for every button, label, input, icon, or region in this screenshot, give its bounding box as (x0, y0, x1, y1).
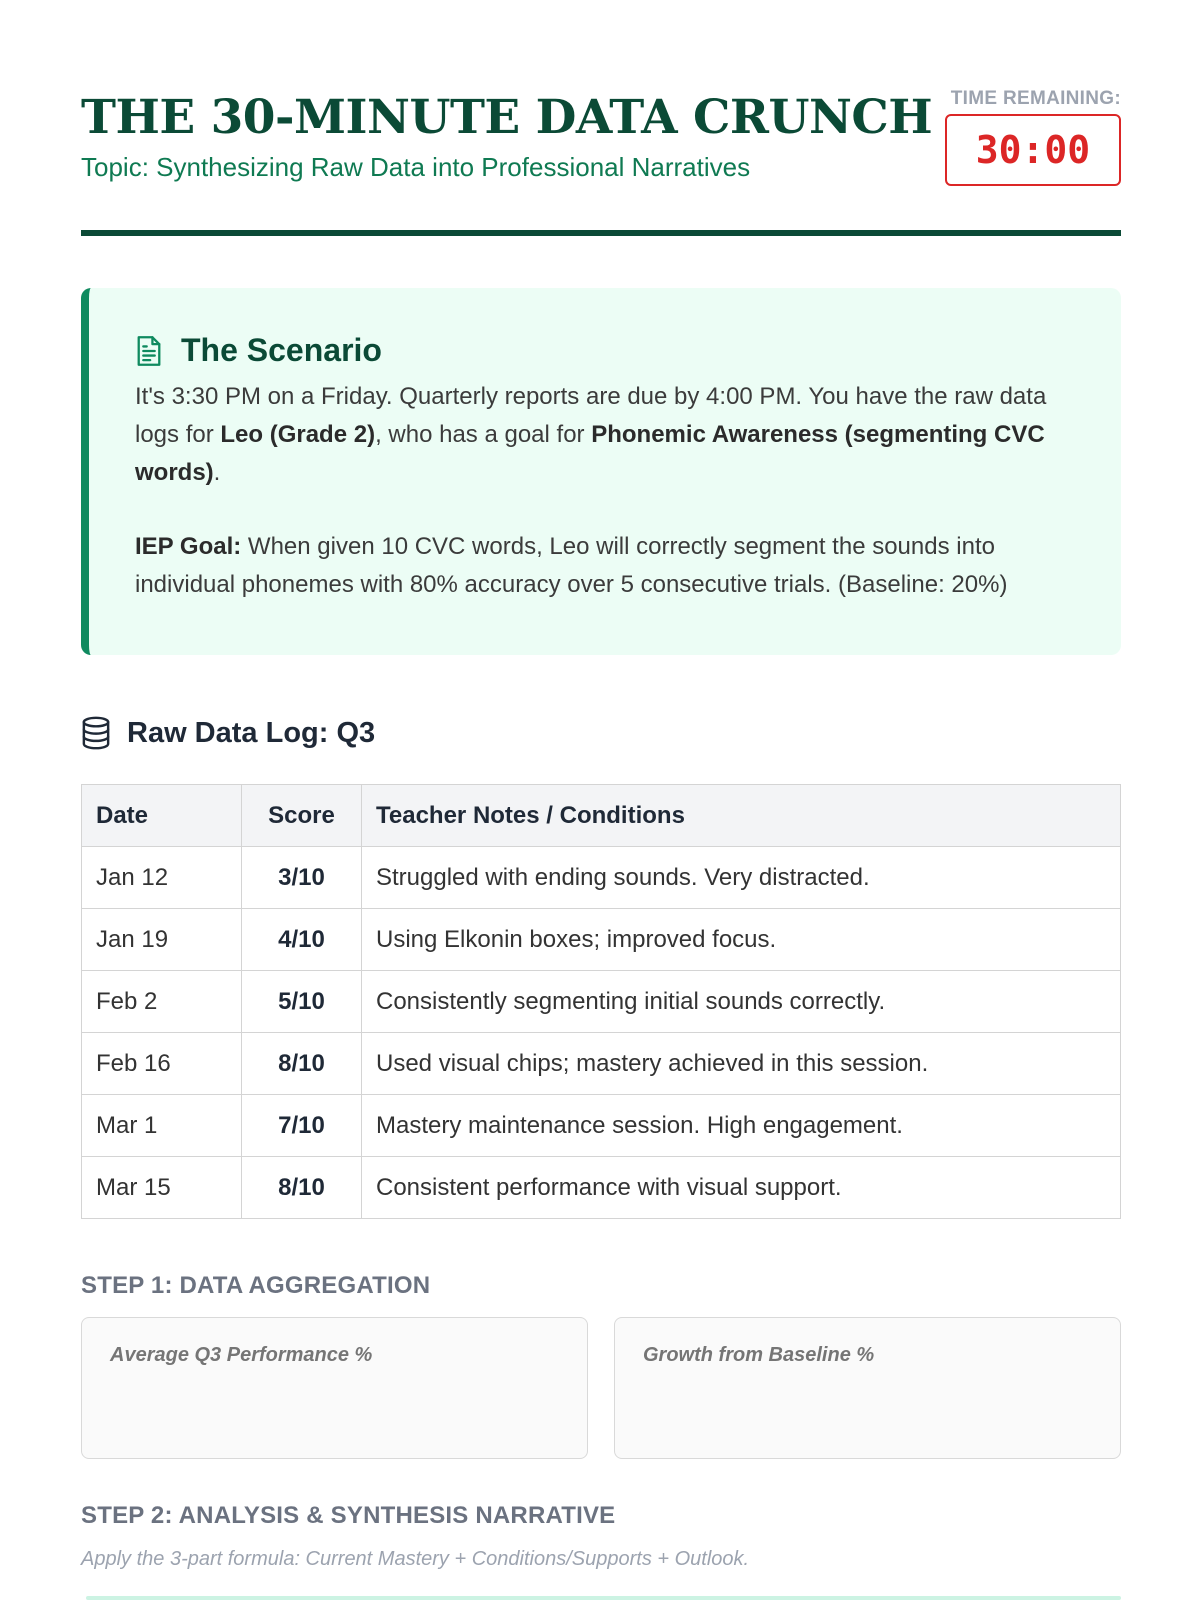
table-row (82, 1033, 1121, 1095)
cell-score: 8/10 (242, 1157, 362, 1219)
cell-date: Jan 12 (82, 847, 242, 909)
cell-score: 4/10 (242, 909, 362, 971)
page-subtitle: Topic: Synthesizing Raw Data into Professional Narratives (81, 152, 751, 182)
cell-note: Mastery maintenance session. High engagement. (362, 1095, 1121, 1157)
cell-score: 3/10 (242, 847, 362, 909)
scenario-description (135, 378, 1085, 492)
page-title: THE 30-MINUTE DATA CRUNCH (81, 90, 933, 145)
step2-label: STEP 2: ANALYSIS & SYNTHESIS NARRATIVE (81, 1502, 616, 1529)
table-row (82, 971, 1121, 1033)
column-header-date: Date (82, 785, 242, 847)
cell-note: Struggled with ending sounds. Very distracted. (362, 847, 1121, 909)
scenario-text: It's 3:30 PM on a Friday. Quarterly reports are due by 4:00 PM. You have the raw data logs for (135, 383, 1047, 448)
data-log-heading (81, 716, 375, 750)
countdown-timer: 30:00 (945, 114, 1121, 186)
table-header-row (82, 785, 1121, 847)
average-performance-input[interactable] (81, 1317, 588, 1459)
scenario-heading (135, 332, 382, 369)
step2-hint: Apply the 3-part formula: Current Mastery + Conditions/Supports + Outlook. (81, 1548, 750, 1570)
iep-goal-text: When given 10 CVC words, Leo will correctly segment the sounds into individual phonemes with 80% accuracy over 5 consecutive trials. (Baseline: 20%) (135, 533, 1008, 598)
cell-date: Feb 2 (82, 971, 242, 1033)
scenario-card (81, 288, 1121, 655)
timer-label: TIME REMAINING: (950, 88, 1121, 109)
cell-date: Mar 15 (82, 1157, 242, 1219)
scenario-text: . (213, 459, 221, 486)
cell-date: Feb 16 (82, 1033, 242, 1095)
page-header (81, 88, 1121, 236)
student-name: Leo (Grade 2) (220, 421, 376, 448)
scenario-title: The Scenario (181, 332, 382, 368)
document-icon (135, 335, 163, 367)
column-header-notes: Teacher Notes / Conditions (362, 785, 1121, 847)
data-log-table (81, 784, 1121, 1219)
table-row (82, 1157, 1121, 1219)
cell-score: 8/10 (242, 1033, 362, 1095)
column-header-score: Score (242, 785, 362, 847)
cell-note: Consistent performance with visual support. (362, 1157, 1121, 1219)
narrative-area-edge (86, 1596, 1121, 1600)
cell-score: 7/10 (242, 1095, 362, 1157)
table-row (82, 847, 1121, 909)
data-log-title: Raw Data Log: Q3 (127, 716, 376, 749)
cell-note: Used visual chips; mastery achieved in this session. (362, 1033, 1121, 1095)
cell-note: Using Elkonin boxes; improved focus. (362, 909, 1121, 971)
database-icon (81, 716, 111, 750)
step1-label: STEP 1: DATA AGGREGATION (81, 1272, 431, 1299)
iep-goal-label: IEP Goal: (135, 533, 242, 560)
iep-goal (135, 528, 1085, 604)
table-row (82, 909, 1121, 971)
table-row (82, 1095, 1121, 1157)
cell-note: Consistently segmenting initial sounds correctly. (362, 971, 1121, 1033)
cell-date: Jan 19 (82, 909, 242, 971)
scenario-text: , who has a goal for (375, 421, 592, 448)
cell-date: Mar 1 (82, 1095, 242, 1157)
goal-area: Phonemic Awareness (segmenting CVC words) (135, 421, 1045, 486)
growth-from-baseline-input[interactable] (614, 1317, 1121, 1459)
cell-score: 5/10 (242, 971, 362, 1033)
